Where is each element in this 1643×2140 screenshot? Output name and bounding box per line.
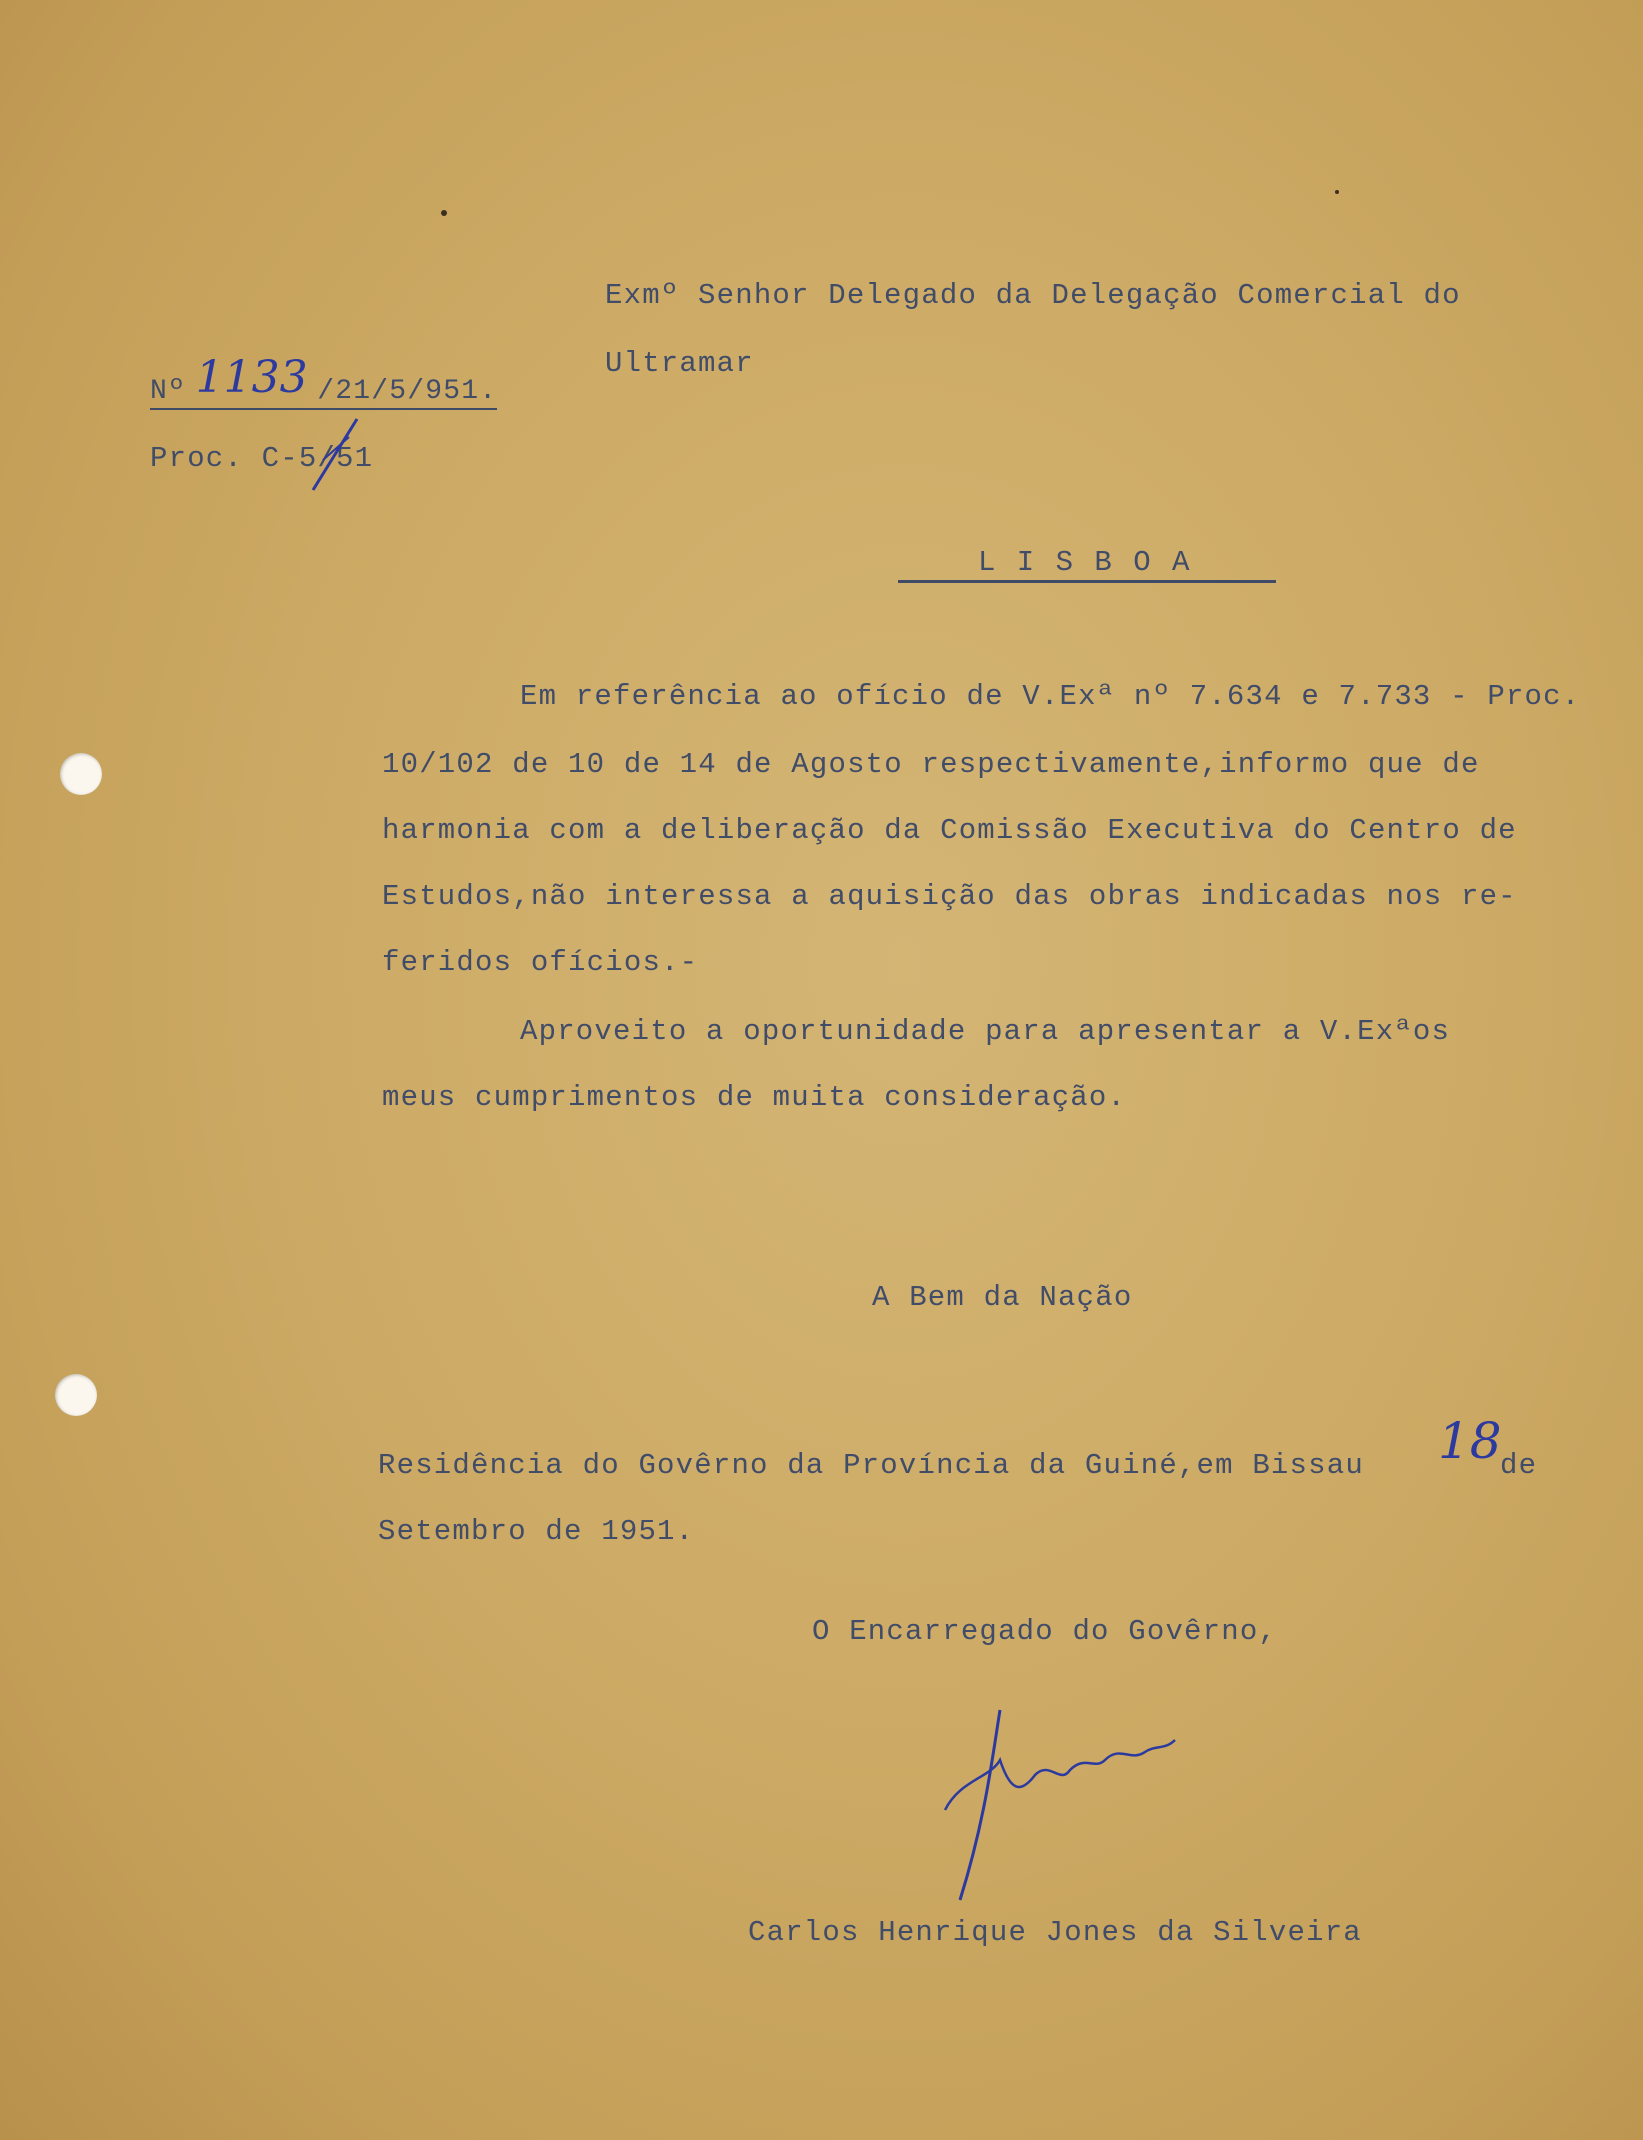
process-number: Proc. C-5/51 (150, 442, 374, 475)
handwritten-signature (900, 1700, 1210, 1910)
body-line-7: meus cumprimentos de muita consideração. (382, 1081, 1127, 1114)
signature-stroke (945, 1740, 1175, 1810)
addressee-line-1: Exmº Senhor Delegado da Delegação Comercial do (605, 279, 1461, 312)
place-date-line-1-suffix: de (1500, 1449, 1538, 1482)
speck (441, 210, 447, 216)
place-date-line-2: Setembro de 1951. (378, 1515, 695, 1548)
signature-title: O Encarregado do Govêrno, (812, 1615, 1278, 1648)
body-line-3: harmonia com a deliberação da Comissão Executiva do Centro de (382, 814, 1517, 847)
place-date-line-1: Residência do Govêrno da Província da Guiné,em Bissau (378, 1449, 1364, 1482)
city-underline (898, 580, 1276, 583)
reference-number (150, 352, 498, 410)
closing-formula: A Bem da Nação (872, 1281, 1133, 1314)
strike-stroke (313, 419, 357, 490)
body-line-4: Estudos,não interessa a aquisição das obras indicadas nos re- (382, 880, 1517, 913)
reference-number-typed: /21/5/951. (317, 376, 498, 407)
strike-stroke (323, 437, 349, 460)
reference-number-prefix: Nº (150, 376, 187, 407)
body-line-1: Em referência ao ofício de V.Exª nº 7.634 e 7.733 - Proc. (520, 680, 1581, 713)
punch-hole-bottom (55, 1374, 97, 1416)
addressee-line-2: Ultramar (605, 347, 754, 380)
process-strike-mark (305, 415, 375, 495)
punch-hole-top (60, 753, 102, 795)
speck (1335, 190, 1339, 194)
signature-stroke (960, 1710, 1000, 1900)
body-line-5: feridos ofícios.- (382, 946, 699, 979)
reference-number-handwritten: 1133 (195, 352, 308, 403)
body-line-2: 10/102 de 10 de 14 de Agosto respectivamente,informo que de (382, 748, 1480, 781)
signatory-name: Carlos Henrique Jones da Silveira (748, 1916, 1362, 1949)
date-day-handwritten: 18 (1438, 1412, 1502, 1470)
body-line-6: Aproveito a oportunidade para apresentar a V.Exªos (520, 1015, 1451, 1048)
city-heading: L I S B O A (978, 546, 1192, 579)
